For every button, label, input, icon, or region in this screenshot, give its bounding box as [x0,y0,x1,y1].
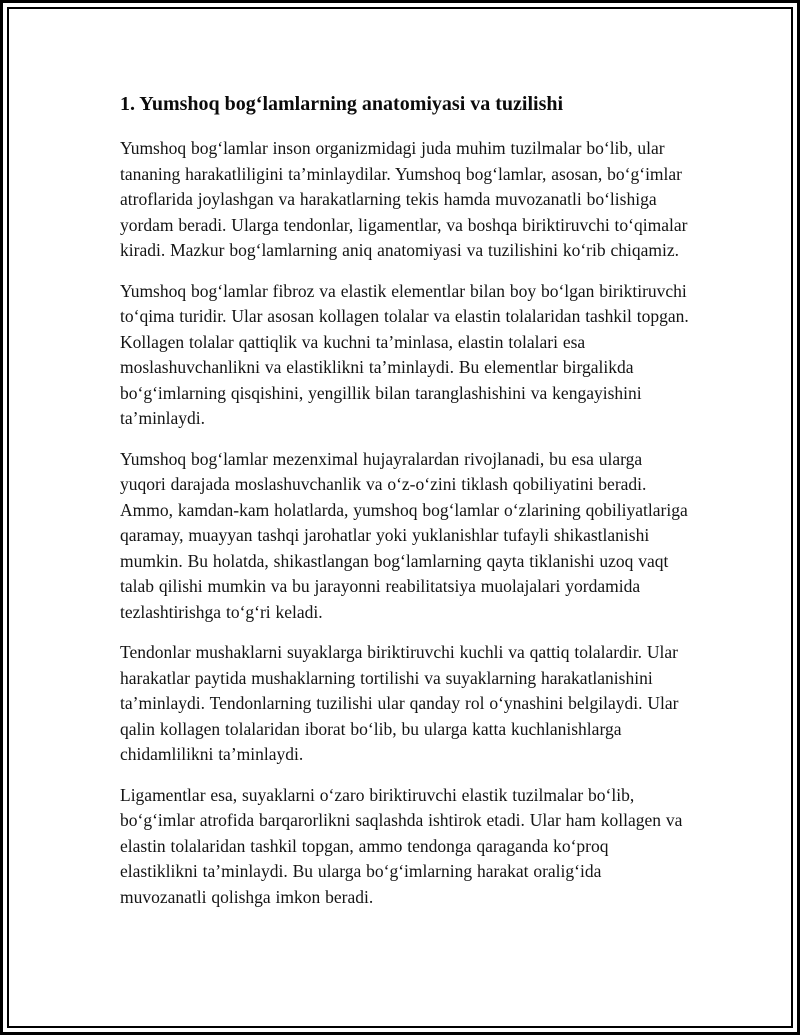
paragraph-ligaments: Ligamentlar esa, suyaklarni oʻzaro biriktiruvchi elastik tuzilmalar boʻlib, boʻgʻimlar atrofida barqarorlikni saqlashda ishtirok etadi. Ular ham kollagen va elastin tolalaridan tashkil topgan, ammo tendonga qaraganda koʻproq elastiklikni taʼminlaydi. Bu ularga boʻgʻimlarning harakat oraligʻida muvozanatli qolishga imkon beradi. [120,784,683,907]
document-heading: 1. Yumshoq bogʻlamlarning anatomiyasi va tuzilishi [120,93,564,115]
document-content [120,91,690,910]
paragraph-tendons: Tendonlar mushaklarni suyaklarga biriktiruvchi kuchli va qattiq tolalardir. Ular harakatlar paytida mushaklarning tortilishi va suyaklarning harakatlanishini taʼminlaydi. Tendonlarning tuzilishi ular qanday rol oʻynashini belgilaydi. Ular qalin kollagen tolalaridan iborat boʻlib, bu ularga katta kuchlanishlarga chidamlilikni taʼminlaydi. [120,642,679,764]
paragraph-fibrous-composition: Yumshoq bogʻlamlar fibroz va elastik elementlar bilan boy boʻlgan biriktiruvchi toʻqima turidir. Ular asosan kollagen tolalar va elastin tolalaridan tashkil topgan. Kollagen tolalar qattiqlik va kuchni taʼminlasa, elastin tolalari esa moslashuvchanlikni va elastiklikni taʼminlaydi. Bu elementlar birgalikda boʻgʻimlarning qisqishini, yengillik bilan taranglashishini va kengayishini taʼminlaydi. [120,280,689,428]
paragraph-intro: Yumshoq bogʻlamlar inson organizmidagi juda muhim tuzilmalar boʻlib, ular tananing harakatliligini taʼminlaydilar. Yumshoq bogʻlamlar, asosan, boʻgʻimlar atroflarida joylashgan va harakatlarning tekis hamda muvozanatli boʻlishiga yordam beradi. Ularga tendonlar, ligamentlar, va boshqa biriktiruvchi toʻqimalar kiradi. Mazkur bogʻlamlarning aniq anatomiyasi va tuzilishini koʻrib chiqamiz. [120,138,688,260]
paragraph-mesenchymal-origin: Yumshoq bogʻlamlar mezenximal hujayralardan rivojlanadi, bu esa ularga yuqori darajada moslashuvchanlik va oʻz-oʻzini tiklash qobiliyatini beradi. Ammo, kamdan-kam holatlarda, yumshoq bogʻlamlar oʻzlarining qobiliyatlariga qaramay, muayyan tashqi jarohatlar yoki yuklanishlar tufayli shikastlanishi mumkin. Bu holatda, shikastlangan bogʻlamlarning qayta tiklanishi uzoq vaqt talab qilishi mumkin va bu jarayonni reabilitatsiya muolajalari yordamida tezlashtirishga toʻgʻri keladi. [120,448,688,622]
